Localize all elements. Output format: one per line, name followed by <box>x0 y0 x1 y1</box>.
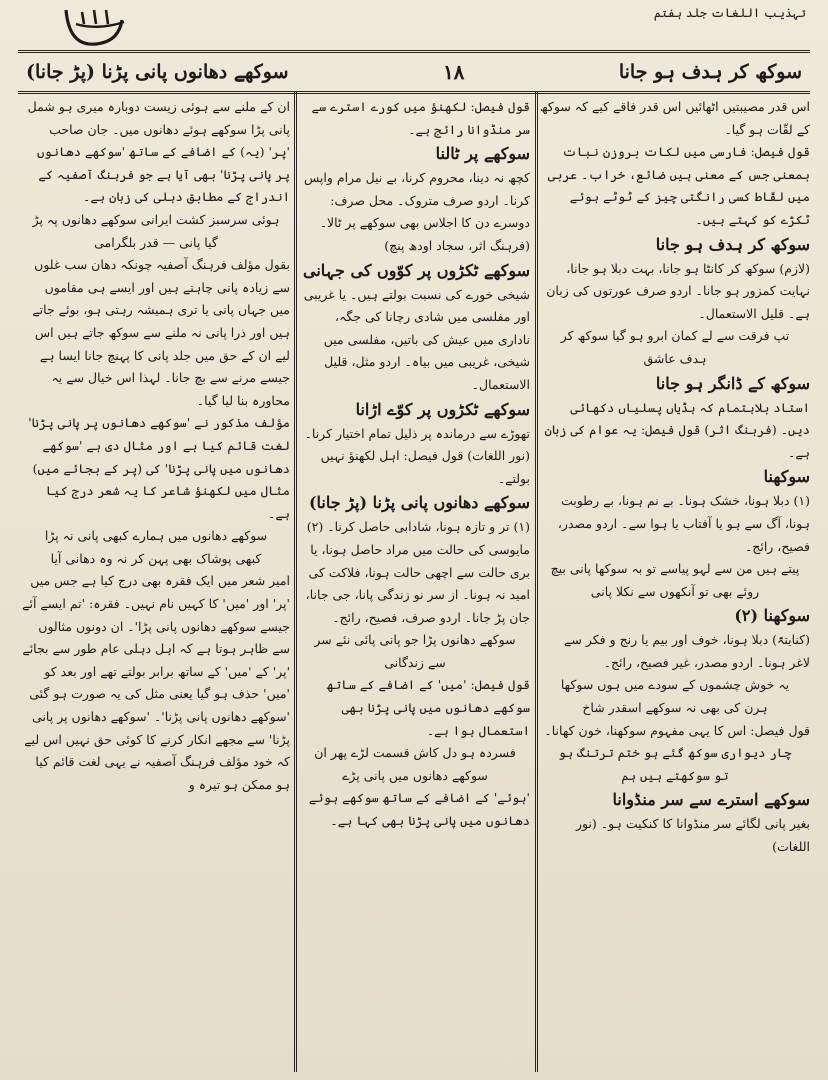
headword-entry: سوکھنا (۲) <box>734 606 810 626</box>
headword-entry: سوکھے استرے سے سر منڈوانا <box>612 790 810 810</box>
left-column <box>22 96 290 1068</box>
column-divider-right <box>535 92 538 1072</box>
headword-entry: سوکھے ٹکڑوں پر کوّے اڑانا <box>355 399 530 419</box>
definition-text: 'ہوئے' کے اضافے کے ساتھ سوکھے ہوئے دھانوں میں پانی پڑنا بھی کہا ہے۔ <box>308 790 530 829</box>
right-headword: سوکھ کر ہدف ہو جانا <box>618 61 802 83</box>
verse-couplet: ہوئی سرسبز کشت ایرانی سوکھے دھانوں پہ پڑ گیا پانی — قدر بلگرامی <box>32 211 280 250</box>
column-divider-left <box>294 92 297 1072</box>
headword-entry: سوکھ کر ہدف ہو جانا <box>655 234 810 254</box>
definition-text: 'پر' (یہ) کے اضافے کے ساتھ 'سوکھے دھانوں پر پانی پڑنا' بھی آیا ہے جو فرہنگ آصفیہ کے اندراج کے مطابق دہلی کی زبان ہے۔ <box>37 144 290 205</box>
definition-text: قول فیصل: لکھنؤ میں کورے استرے سے سر منڈوانا رائج ہے۔ <box>311 99 530 137</box>
definition-text: بقول مؤلف فرہنگ آصفیہ چونکہ دھان سب غلوں سے زیادہ پانی چاہتے ہیں اور ایسے ہی مقاموں میں جہاں پانی یا تری ہمیشہ رہتی ہو، بوئے جاتے ہیں اور ذرا پانی نہ ملنے سے سوکھ جاتے ہیں اس لیے ان کے حق میں جلد پانی کا پہنچ جانا ایسا ہے جیسے مرنے سے بچ جانا۔ لہذا اس خیال سے یہ محاورہ بنا لیا گیا۔ <box>32 257 290 408</box>
definition-text: تھوڑے سے درماندہ پر ذلیل تمام اختیار کرنا۔ (نور اللغات) قول فیصل: اہل لکھنؤ نہیں بولتے۔ <box>304 425 530 486</box>
right-column <box>540 96 810 1068</box>
verse-couplet: چار دیواری سوکھ گئے ہو ختم ترتنگ ہو تو سوکھتے ہیں ہم <box>558 745 792 783</box>
definition-text: (کنایتۃً) دبلا ہونا، خوف اور بیم یا رنج و فکر سے لاغر ہونا۔ اردو مصدر، غیر فصیح، رائج۔ <box>564 632 810 670</box>
running-header <box>18 50 810 94</box>
verse-couplet: تپ فرقت سے لے کمان ابرو ہو گیا سوکھ کر ہدف عاشق <box>560 328 790 366</box>
headword-entry: سوکھے پر ٹالنا <box>435 144 530 164</box>
verse-couplet: سوکھے دھانوں میں ہمارے کبھی پانی نہ پڑا کبھی پوشاک بھی پہن کر نہ وہ دھانی آیا <box>44 528 268 566</box>
headword-entry: سوکھنا <box>763 467 810 487</box>
headword-entry: سوکھ کے ڈانگر ہو جانا <box>655 373 810 393</box>
definition-text: قول فیصل: اس کا یہی مفہوم سوکھنا، خون کھانا۔ <box>544 722 810 738</box>
left-headword: سوکھے دھانوں پانی پڑنا (پڑ جانا) <box>26 61 289 83</box>
sin-letter-logo <box>62 2 132 50</box>
verse-couplet: سوکھے دھانوں پڑا جو پانی پائی نئے سر سے زندگانی <box>314 632 516 670</box>
middle-column <box>300 96 530 1068</box>
definition-text: (۱) تر و تازہ ہونا، شادابی حاصل کرنا۔ (۲) مایوسی کی حالت میں مراد حاصل ہونا، یا بری حالت سے اچھی حالت ہونا، فلاکت کی امید نہ ہونا۔ از سر نو زندگی پانا، جی جانا، جان پڑ جانا۔ اردو صرف، فصیح، رائج۔ <box>305 519 530 625</box>
definition-text: بغیر پانی لگائے سر منڈوانا کا کنکیت ہو۔ (نور اللغات) <box>575 816 810 855</box>
verse-couplet: فسردہ ہو دل کاش قسمت لڑے پھر ان سوکھے دھانوں میں پانی پڑے <box>314 745 516 783</box>
headword-entry: سوکھے ٹکڑوں پر کوّوں کی جہانی <box>302 260 530 280</box>
definition-text: کچھ نہ دینا، محروم کرنا، بے نیل مرام واپس کرنا۔ اردو صرف متروک۔ محل صرف: دوسرے دن کا اجلاس بھی سوکھے پر ٹالا۔ (فرہنگ اثر، سجاد اودھ پنچ) <box>303 170 530 253</box>
definition-text: قول فیصل: 'میں' کے اضافے کے ساتھ سوکھے دھانوں میں پانی پڑنا بھی استعمال ہوا ہے۔ <box>326 677 530 738</box>
page-number: ١٨ <box>442 60 465 84</box>
definition-text: شیخی خورے کی نسبت بولتے ہیں۔ یا غریبی اور مفلسی میں شادی رچانا کی جگہ، ناداری میں عیش کی باتیں، مفلسی میں شیخی، غریبی میں بیاہ۔ اردو مثل، قلیل الاستعمال۔ <box>303 286 530 392</box>
definition-text: مؤلف مذکور نے 'سوکھے دھانوں پر پانی پڑنا' لغت قائم کیا ہے اور مثال دی ہے 'سوکھے دھانوں میں پانی پڑنا' کی (پر کے بجائے میں) مثال میں لکھنؤ شاعر کا یہ شعر درج کیا ہے۔ <box>28 415 290 521</box>
definition-text: امیر شعر میں ایک فقرہ بھی درج کیا ہے جس میں 'پر' اور 'میں' کا کہیں نام نہیں۔ فقرہ: 'تم ایسے آئے جیسے سوکھے دھانوں پانی پڑا'۔ ان دونوں مثالوں سے ظاہر ہوتا ہے کہ اہل دہلی عام طور سے بجائے 'پر' کے 'میں' کے ساتھ برابر بولتے تھے اور بعد کو 'میں' حذف ہو گیا یعنی مثل کی یہ صورت ہو گئی 'سوکھے دھانوں پانی پڑنا'۔ 'سوکھے دھانوں پر پانی پڑنا' سے مجھے انکار کرنے کا کوئی حق نہیں اس لیے کہ خود مؤلف فرہنگ آصفیہ نے یہی لغت قائم کیا ہو ممکن ہو تیرہ و <box>22 573 290 792</box>
verse-couplet: پیتے ہیں من سے لہو پیاسے تو بہ سوکھا پانی بیچ روئے بھی تو آنکھوں سے نکلا پانی <box>550 561 800 599</box>
definition-text: (لازم) سوکھ کر کانٹا ہو جانا، بہت دبلا ہو جانا، نہایت کمزور ہو جانا۔ اردو صرف عورتوں کی زبان ہے۔ قلیل الاستعمال۔ <box>546 260 810 321</box>
definition-text: اس قدر مصیبتیں اٹھائیں اس قدر فاقے کیے کہ سوکھ کے لقّات ہو گیا۔ <box>540 99 810 137</box>
verse-couplet: یہ خوش چشموں کے سودے میں ہوں سوکھا ہرن کی بھی نہ سوکھے اسقدر شاخ <box>560 677 790 716</box>
headword-entry: سوکھے دھانوں پانی پڑنا (پڑ جانا) <box>308 493 530 513</box>
definition-text: (۱) دبلا ہونا، خشک ہونا۔ بے نم ہونا، بے رطوبت ہونا، آگ سے ہو یا آفتاب یا ہوا سے۔ اردو مصدر، فصیح، رائج۔ <box>557 493 810 554</box>
definition-text: استاد بلاہتمام کہ ہڈیاں پسلیاں دکھائی دیں۔ (فرہنگ اثر) قول فیصل: یہ عوام کی زبان ہے۔ <box>544 399 810 460</box>
book-title: تہذیب اللغات جلد ہفتم <box>653 6 806 20</box>
definition-text: قول فیصل: فارسی میں لکات بروزن نبات بمعنی جس کے معنی ہیں ضائع، خراب۔ عربی میں لقّاط کسی رانگتی چیز کے ٹوٹے ہوئے ٹکڑے کو کہتے ہیں۔ <box>547 144 810 227</box>
definition-text: ان کے ملنے سے ہوئی زیست دوبارہ میری ہو شمل پانی پڑا سوکھے ہوئے دھانوں میں۔ جان صاحب <box>27 99 290 137</box>
